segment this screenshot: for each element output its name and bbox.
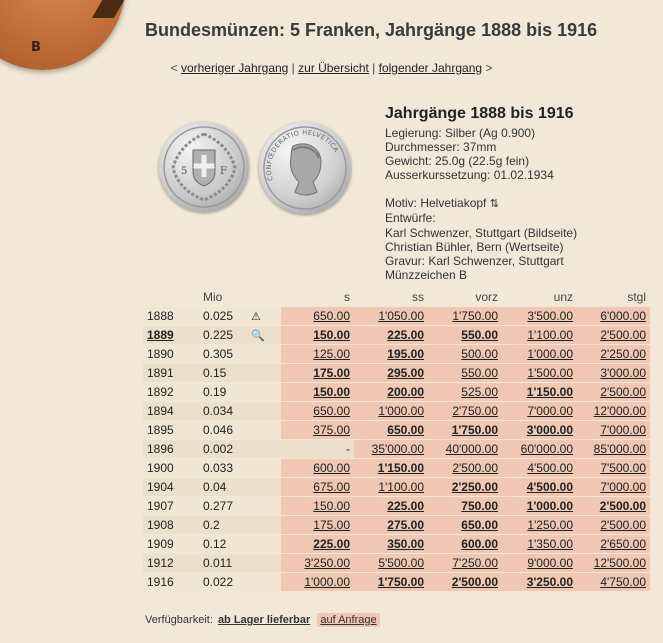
table-row: [143, 364, 650, 383]
price-value[interactable]: 175.00: [313, 518, 350, 532]
info-ausserkurssetzung: Ausserkurssetzung: 01.02.1934: [385, 168, 554, 183]
year-value: 1907: [147, 499, 174, 513]
info-designer-1: Karl Schwenzer, Stuttgart (Bildseite): [385, 225, 578, 240]
price-value[interactable]: 3'000.00: [526, 423, 573, 437]
price-cell-stgl[interactable]: [577, 402, 650, 421]
col-unz-header: unz: [553, 289, 573, 304]
price-cell-vorz[interactable]: [428, 554, 502, 573]
year-cell[interactable]: [143, 326, 199, 345]
year-cell: [143, 535, 199, 554]
price-value[interactable]: 650.00: [387, 423, 424, 437]
year-value: 1888: [147, 309, 174, 323]
price-table-header: [143, 288, 650, 307]
col-year-header: [143, 288, 199, 307]
price-value[interactable]: 650.00: [461, 518, 498, 532]
price-cell-ss[interactable]: [354, 459, 428, 478]
price-cell-vorz[interactable]: [428, 459, 502, 478]
row-icon-cell: [247, 440, 281, 459]
price-cell-s[interactable]: [281, 497, 354, 516]
price-value: -: [346, 442, 350, 456]
year-value: 1908: [147, 518, 174, 532]
price-value[interactable]: 650.00: [313, 309, 350, 323]
info-entwuerfe: Entwürfe:: [385, 211, 436, 226]
price-cell-s[interactable]: [281, 535, 354, 554]
year-cell: [143, 497, 199, 516]
col-stgl-header: stgl: [627, 289, 646, 304]
price-cell-s: [281, 440, 354, 459]
col-vorz-header: vorz: [475, 289, 498, 304]
price-value[interactable]: 7'000.00: [527, 404, 573, 418]
price-value[interactable]: 650.00: [313, 404, 350, 418]
price-value[interactable]: 225.00: [387, 499, 424, 513]
year-cell: [143, 307, 199, 326]
price-value[interactable]: 350.00: [387, 537, 424, 551]
price-value[interactable]: 2'500.00: [452, 461, 498, 475]
info-gravur: Gravur: Karl Schwenzer, Stuttgart: [385, 253, 564, 268]
price-cell-vorz[interactable]: [428, 497, 502, 516]
price-value[interactable]: 3'250.00: [526, 575, 573, 589]
price-value[interactable]: 525.00: [461, 385, 498, 399]
price-cell-ss[interactable]: [354, 326, 428, 345]
price-value[interactable]: 2'750.00: [452, 404, 498, 418]
year-value[interactable]: 1889: [147, 328, 174, 342]
price-cell-ss[interactable]: [354, 478, 428, 497]
price-cell-s[interactable]: [281, 364, 354, 383]
price-cell-unz[interactable]: [502, 307, 577, 326]
overview-link[interactable]: zur Übersicht: [298, 61, 369, 75]
coin-obverse-image[interactable]: [259, 122, 351, 214]
coin-reverse-image[interactable]: [159, 122, 249, 212]
price-cell-unz[interactable]: [502, 497, 577, 516]
price-value[interactable]: 195.00: [387, 347, 424, 361]
price-value[interactable]: 1'000.00: [527, 347, 573, 361]
price-value[interactable]: 3'000.00: [600, 366, 646, 380]
price-value[interactable]: 2'650.00: [600, 537, 646, 551]
mintage-cell: 0.15: [199, 364, 247, 383]
price-cell-ss[interactable]: [354, 440, 428, 459]
price-cell-stgl[interactable]: [577, 478, 650, 497]
price-value[interactable]: 1'000.00: [304, 575, 350, 589]
price-value[interactable]: 225.00: [313, 537, 350, 551]
table-row: [143, 421, 650, 440]
availability-lager-badge[interactable]: ab Lager lieferbar: [217, 614, 311, 626]
price-cell-vorz[interactable]: [428, 421, 502, 440]
price-value[interactable]: 2'500.00: [599, 499, 646, 513]
year-cell: [143, 478, 199, 497]
row-icon-cell: [247, 345, 281, 364]
year-value: 1912: [147, 556, 174, 570]
price-cell-stgl[interactable]: [577, 421, 650, 440]
warning-icon[interactable]: ⚠: [251, 311, 261, 323]
row-icon-cell: [247, 516, 281, 535]
price-value[interactable]: 1'100.00: [378, 480, 424, 494]
year-cell: [143, 516, 199, 535]
table-row: [143, 554, 650, 573]
price-value[interactable]: 550.00: [461, 328, 498, 342]
price-cell-vorz[interactable]: [428, 326, 502, 345]
price-value[interactable]: 12'500.00: [593, 556, 646, 570]
price-cell-vorz[interactable]: [428, 573, 502, 592]
price-cell-unz[interactable]: [502, 364, 577, 383]
info-motiv-row: [385, 196, 577, 211]
year-navigation: < vorheriger Jahrgang | zur Übersicht | folgender Jahrgang >: [170, 61, 493, 75]
table-row: [143, 535, 650, 554]
year-cell: [143, 402, 199, 421]
price-value[interactable]: 1'000.00: [526, 499, 573, 513]
col-ss-header: ss: [412, 289, 424, 304]
mintage-cell: 0.19: [199, 383, 247, 402]
price-cell-ss[interactable]: [354, 535, 428, 554]
price-value[interactable]: 4'500.00: [526, 480, 573, 494]
price-value[interactable]: 1'750.00: [377, 575, 424, 589]
row-icon-cell: [247, 307, 281, 326]
table-row: [143, 516, 650, 535]
logo-letter: B: [31, 40, 41, 55]
price-cell-ss[interactable]: [354, 497, 428, 516]
year-cell: [143, 573, 199, 592]
price-value[interactable]: 1'350.00: [527, 537, 573, 551]
price-cell-vorz[interactable]: [428, 516, 502, 535]
price-value[interactable]: 2'250.00: [451, 480, 498, 494]
price-value[interactable]: 9'000.00: [527, 556, 573, 570]
price-value[interactable]: 12'000.00: [593, 404, 646, 418]
year-value: 1891: [147, 366, 174, 380]
price-cell-vorz[interactable]: [428, 364, 502, 383]
coin-reverse-letter-5: 5: [181, 166, 188, 177]
year-cell: [143, 345, 199, 364]
price-value[interactable]: 750.00: [461, 499, 498, 513]
coin-info: [385, 105, 577, 282]
availability-label: Verfügbarkeit:: [145, 614, 213, 626]
price-value[interactable]: 1'100.00: [527, 328, 573, 342]
table-row: [143, 326, 650, 345]
row-icon-cell: [247, 573, 281, 592]
prev-year-link[interactable]: vorheriger Jahrgang: [180, 61, 289, 75]
year-cell: [143, 421, 199, 440]
price-cell-stgl[interactable]: [577, 345, 650, 364]
price-value[interactable]: 295.00: [387, 366, 424, 380]
info-motiv: Motiv: Helvetiakopf: [385, 196, 487, 211]
price-cell-unz[interactable]: [502, 478, 577, 497]
price-value[interactable]: 600.00: [313, 461, 350, 475]
price-cell-ss[interactable]: [354, 383, 428, 402]
table-row: [143, 383, 650, 402]
price-value[interactable]: 2'500.00: [600, 385, 646, 399]
price-value[interactable]: 7'250.00: [452, 556, 498, 570]
price-value[interactable]: 1'000.00: [378, 404, 424, 418]
year-value: 1900: [147, 461, 174, 475]
price-cell-unz[interactable]: [502, 326, 577, 345]
price-cell-ss[interactable]: [354, 516, 428, 535]
price-value[interactable]: 3'250.00: [304, 556, 350, 570]
price-cell-unz[interactable]: [502, 516, 577, 535]
mintage-cell: 0.011: [199, 554, 247, 573]
price-value[interactable]: 275.00: [387, 518, 424, 532]
price-value[interactable]: 40'000.00: [445, 442, 498, 456]
price-cell-s[interactable]: [281, 421, 354, 440]
price-cell-ss[interactable]: [354, 402, 428, 421]
price-value[interactable]: 7'500.00: [600, 461, 646, 475]
year-value: 1894: [147, 404, 174, 418]
magnifier-icon[interactable]: 🔍: [251, 330, 265, 342]
price-value[interactable]: 7'000.00: [600, 423, 646, 437]
price-cell-vorz[interactable]: [428, 307, 502, 326]
table-row: [143, 402, 650, 421]
table-row: [143, 345, 650, 364]
year-cell: [143, 364, 199, 383]
price-cell-vorz[interactable]: [428, 383, 502, 402]
price-value[interactable]: 675.00: [313, 480, 350, 494]
price-cell-stgl[interactable]: [577, 497, 650, 516]
mintage-cell: 0.022: [199, 573, 247, 592]
price-value[interactable]: 1'750.00: [451, 423, 498, 437]
year-value: 1892: [147, 385, 174, 399]
coin-obverse-legend: CONFŒDERATIO HELVETICA: [264, 128, 341, 182]
price-cell-stgl[interactable]: [577, 383, 650, 402]
row-icon-cell: [247, 535, 281, 554]
price-table: [143, 288, 650, 591]
price-value[interactable]: 2'500.00: [451, 575, 498, 589]
year-cell: [143, 554, 199, 573]
price-cell-unz[interactable]: [502, 402, 577, 421]
availability-legend: [145, 614, 380, 626]
price-cell-s[interactable]: [281, 573, 354, 592]
price-value[interactable]: 175.00: [313, 366, 350, 380]
table-row: [143, 497, 650, 516]
table-row: [143, 440, 650, 459]
coin-reverse-letter-f: F: [220, 166, 227, 177]
year-value: 1896: [147, 442, 174, 456]
price-cell-ss[interactable]: [354, 307, 428, 326]
mintage-cell: 0.2: [199, 516, 247, 535]
price-value[interactable]: 125.00: [313, 347, 350, 361]
price-cell-vorz[interactable]: [428, 402, 502, 421]
price-value[interactable]: 1'150.00: [526, 385, 573, 399]
price-cell-vorz[interactable]: [428, 478, 502, 497]
price-cell-unz[interactable]: [502, 535, 577, 554]
info-muenzzeichen: Münzzeichen B: [385, 267, 468, 282]
price-cell-stgl[interactable]: [577, 307, 650, 326]
price-cell-unz[interactable]: [502, 383, 577, 402]
price-cell-s[interactable]: [281, 326, 354, 345]
price-value[interactable]: 1'050.00: [378, 309, 424, 323]
row-icon-cell: [247, 383, 281, 402]
price-cell-unz[interactable]: [502, 345, 577, 364]
info-designer-2: Christian Bühler, Bern (Wertseite): [385, 239, 564, 254]
price-value[interactable]: 35'000.00: [371, 442, 424, 456]
mintage-cell: 0.04: [199, 478, 247, 497]
price-cell-stgl[interactable]: [577, 364, 650, 383]
year-value: 1895: [147, 423, 174, 437]
price-cell-s[interactable]: [281, 459, 354, 478]
year-cell: [143, 440, 199, 459]
price-value[interactable]: 3'500.00: [527, 309, 573, 323]
info-gewicht: Gewicht: 25.0g (22.5g fein): [385, 154, 530, 169]
row-icon-cell: [247, 402, 281, 421]
mintage-cell: 0.033: [199, 459, 247, 478]
price-cell-stgl[interactable]: [577, 554, 650, 573]
mintage-cell: 0.277: [199, 497, 247, 516]
mintage-cell: 0.046: [199, 421, 247, 440]
mintage-cell: 0.034: [199, 402, 247, 421]
price-cell-unz[interactable]: [502, 573, 577, 592]
table-row: [143, 459, 650, 478]
price-value[interactable]: 5'500.00: [378, 556, 424, 570]
price-cell-stgl[interactable]: [577, 535, 650, 554]
availability-anfrage-badge[interactable]: auf Anfrage: [317, 613, 379, 627]
price-value[interactable]: 600.00: [461, 537, 498, 551]
row-icon-cell: [247, 364, 281, 383]
info-durchmesser: Durchmesser: 37mm: [385, 140, 497, 155]
price-cell-stgl[interactable]: [577, 516, 650, 535]
price-value[interactable]: 4'500.00: [527, 461, 573, 475]
col-icon-header: [247, 288, 281, 307]
price-cell-stgl[interactable]: [577, 326, 650, 345]
price-value[interactable]: 2'500.00: [600, 518, 646, 532]
price-cell-unz[interactable]: [502, 440, 577, 459]
row-icon-cell: [247, 554, 281, 573]
price-cell-s[interactable]: [281, 345, 354, 364]
price-value[interactable]: 60'000.00: [520, 442, 573, 456]
price-cell-vorz[interactable]: [428, 535, 502, 554]
info-legierung: Legierung: Silber (Ag 0.900): [385, 126, 536, 140]
price-cell-s[interactable]: [281, 478, 354, 497]
row-icon-cell: [247, 459, 281, 478]
price-value[interactable]: 150.00: [313, 385, 350, 399]
price-cell-s[interactable]: [281, 307, 354, 326]
price-cell-unz[interactable]: [502, 459, 577, 478]
price-cell-stgl[interactable]: [577, 573, 650, 592]
price-cell-ss[interactable]: [354, 554, 428, 573]
price-value[interactable]: 6'000.00: [600, 309, 646, 323]
mintage-cell: 0.305: [199, 345, 247, 364]
price-cell-ss[interactable]: [354, 573, 428, 592]
info-title: Jahrgänge 1888 bis 1916: [385, 105, 574, 122]
price-value[interactable]: 225.00: [387, 328, 424, 342]
row-icon-cell: [247, 421, 281, 440]
price-cell-stgl[interactable]: [577, 459, 650, 478]
price-value[interactable]: 550.00: [461, 366, 498, 380]
price-cell-stgl[interactable]: [577, 440, 650, 459]
year-value: 1909: [147, 537, 174, 551]
col-mio-header: Mio: [203, 289, 223, 304]
price-cell-ss[interactable]: [354, 421, 428, 440]
next-year-link[interactable]: folgender Jahrgang: [378, 61, 483, 75]
mintage-cell: 0.12: [199, 535, 247, 554]
price-cell-s[interactable]: [281, 383, 354, 402]
row-icon-cell: [247, 497, 281, 516]
price-value[interactable]: 1'250.00: [527, 518, 573, 532]
table-row: [143, 307, 650, 326]
price-value[interactable]: 1'500.00: [527, 366, 573, 380]
mintage-cell: 0.225: [199, 326, 247, 345]
price-cell-vorz[interactable]: [428, 345, 502, 364]
year-cell: [143, 459, 199, 478]
year-cell: [143, 383, 199, 402]
price-cell-s[interactable]: [281, 516, 354, 535]
row-icon-cell: [247, 326, 281, 345]
price-cell-unz[interactable]: [502, 554, 577, 573]
price-cell-ss[interactable]: [354, 345, 428, 364]
table-row: [143, 478, 650, 497]
price-value[interactable]: 4'750.00: [600, 575, 646, 589]
page-title: Bundesmünzen: 5 Franken, Jahrgänge 1888 bis 1916: [145, 20, 598, 40]
price-value[interactable]: 150.00: [313, 499, 350, 513]
price-cell-s[interactable]: [281, 554, 354, 573]
price-value[interactable]: 500.00: [461, 347, 498, 361]
price-value[interactable]: 150.00: [313, 328, 350, 342]
price-value[interactable]: 1'750.00: [452, 309, 498, 323]
year-value: 1904: [147, 480, 174, 494]
price-value[interactable]: 375.00: [313, 423, 350, 437]
mintage-cell: 0.002: [199, 440, 247, 459]
price-cell-s[interactable]: [281, 402, 354, 421]
price-value[interactable]: 2'500.00: [600, 328, 646, 342]
price-cell-vorz[interactable]: [428, 440, 502, 459]
year-value: 1890: [147, 347, 174, 361]
price-value[interactable]: 1'150.00: [377, 461, 424, 475]
table-row: [143, 573, 650, 592]
price-value[interactable]: 200.00: [387, 385, 424, 399]
price-value[interactable]: 2'250.00: [600, 347, 646, 361]
row-icon-cell: [247, 478, 281, 497]
price-value[interactable]: 85'000.00: [593, 442, 646, 456]
price-value[interactable]: 7'000.00: [600, 480, 646, 494]
swap-vertical-icon[interactable]: ⇅: [489, 198, 499, 211]
col-s-header: s: [344, 289, 350, 304]
price-cell-ss[interactable]: [354, 364, 428, 383]
price-cell-unz[interactable]: [502, 421, 577, 440]
mintage-cell: 0.025: [199, 307, 247, 326]
year-value: 1916: [147, 575, 174, 589]
